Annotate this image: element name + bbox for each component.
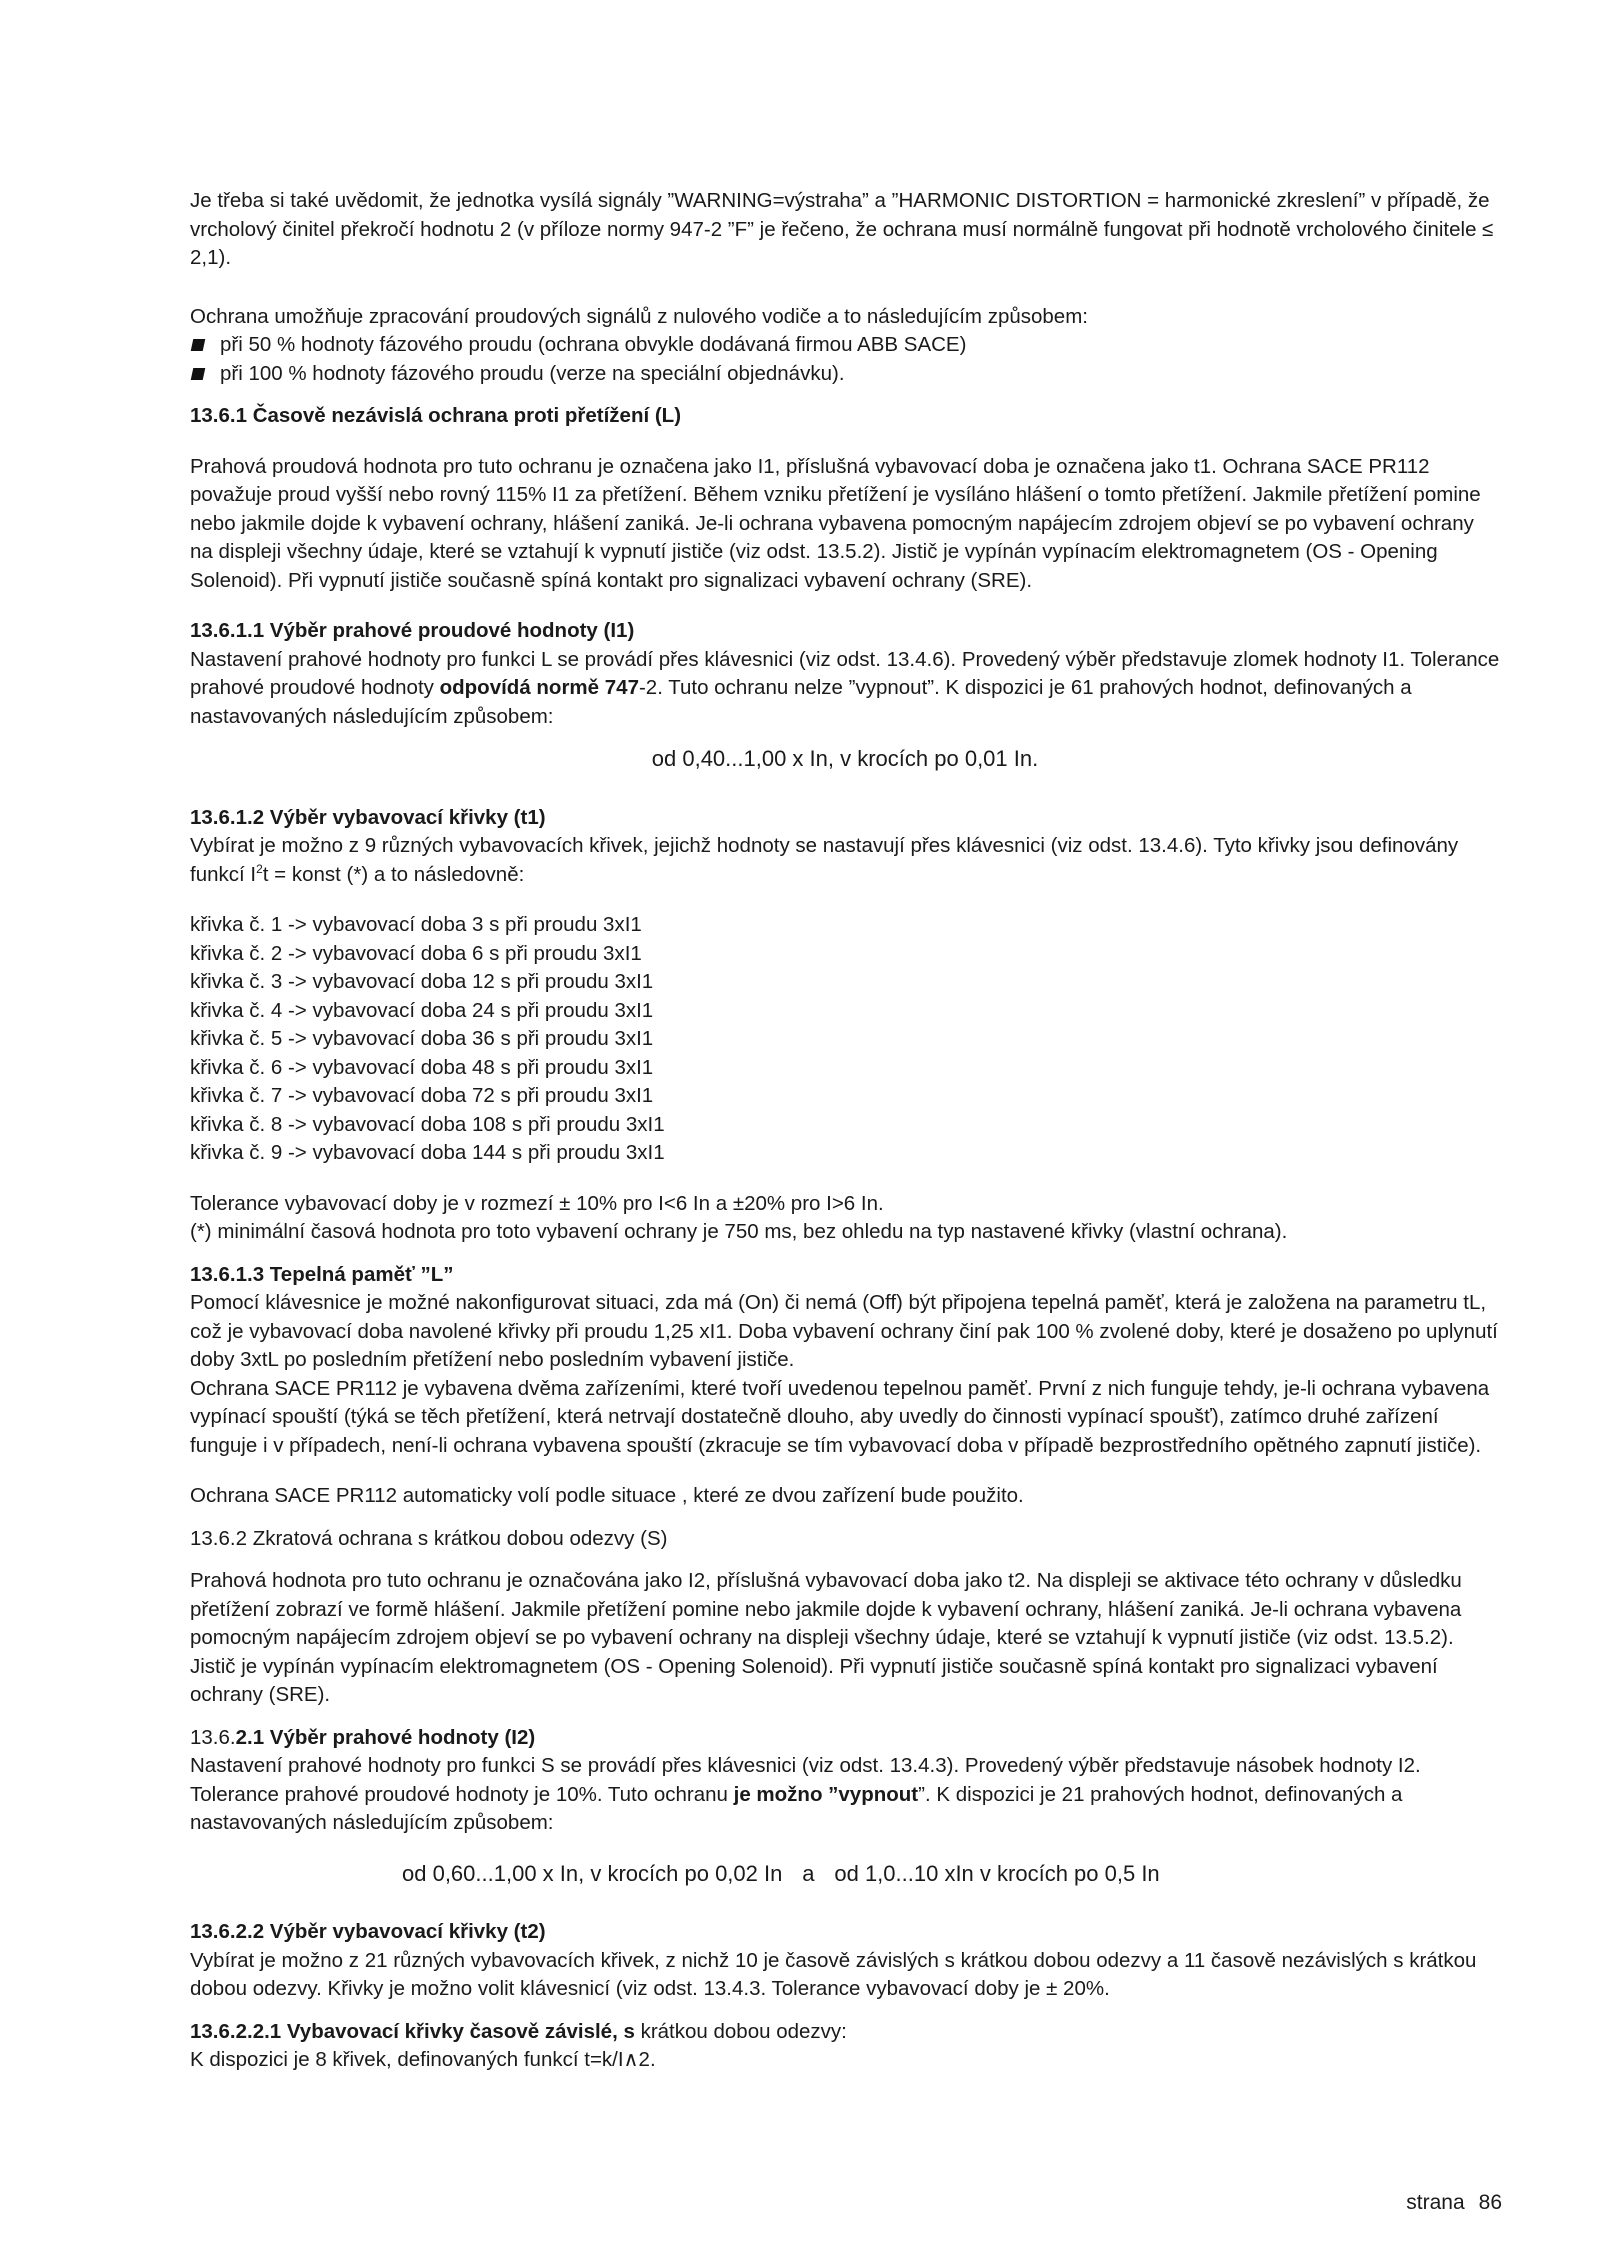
list-item: křivka č. 5 -> vybavovací doba 36 s při proudu 3xI1 (190, 1027, 654, 1050)
list-item: křivka č. 4 -> vybavovací doba 24 s při proudu 3xI1 (190, 998, 654, 1022)
paragraph-short-circuit: Prahová hodnota pro tuto ochranu je označována jako I2, příslušná vybavovací doba jako t2. Na displeji se aktivace této ochrany v důsledku přetížení zobrazí ve formě hlášení. Jakmile přetížení pomine nebo jakmile dojde k vybavení ochrany, hlášení zaniká. Je-li ochrana vybavena pomocným napájecím zdrojem objeví se po vybavení ochrany na displeji všechny údaje, které se vztahují k vypnutí jističe (viz odst. 13.5.2). (190, 1569, 1462, 1649)
list-item: při 100 % hodnoty fázového proudu (verze na speciální objednávku). (190, 360, 1500, 389)
footnote: (*) minimální časová hodnota pro toto vybavení ochrany je 750 ms, bez ohledu na typ nastavené křivky (vlastní ochrana). (190, 1220, 1288, 1243)
heading-13-6-1-3: 13.6.1.3 Tepelná paměť ”L” (190, 1262, 454, 1286)
paragraph-overload: Prahová proudová hodnota pro tuto ochranu je označena jako I1, příslušná vybavovací doba je označena jako t1. Ochrana SACE PR112 považuje proud vyšší nebo rovný 115% I1 za přetížení. Během vzniku přetížení je vysíláno hlášení o tomto přetížení. Jakmile přetížení pomine nebo jakmile dojde k vybavení ochrany, hlášení zaniká. Je-li ochrana vybavena pomocným napájecím zdrojem objeví se po vybavení ochrany na displeji všechny údaje, které se vztahují k vypnutí jističe (viz odst. 13.5.2). Jistič je vypínán vypínacím elektromagnetem (OS - Opening Solenoid). Při vypnutí jističe současně spíná kontakt pro signalizaci vybavení ochrany (SRE). (190, 454, 1481, 592)
heading-13-6-2-2: 13.6.2.2 Výběr vybavovací křivky (t2) (190, 1920, 546, 1943)
paragraph-auto-select: Ochrana SACE PR112 automaticky volí podle situace , které ze dvou zařízení bude použito. (190, 1484, 1024, 1507)
square-bullet-icon (191, 339, 206, 351)
list-item: křivka č. 7 -> vybavovací doba 72 s při proudu 3xI1 (190, 1084, 654, 1107)
heading-13-6-2-1: 13.6.2.1 Výběr prahové hodnoty (I2) (190, 1725, 536, 1749)
heading-13-6-1: 13.6.1 Časově nezávislá ochrana proti přetížení (L) (190, 404, 682, 427)
list-item: křivka č. 8 -> vybavovací doba 108 s při proudu 3xI1 (190, 1112, 665, 1136)
paragraph-opening-solenoid: Jistič je vypínán vypínacím elektromagnetem (OS - Opening Solenoid). Při vypnutí jističe současně spíná kontakt pro signalizaci vybavení ochrany (SRE). (190, 1654, 1438, 1706)
curve-list (190, 911, 1500, 1168)
paragraph-curves-t1: Vybírat je možno z 9 různých vybavovacích křivek, jejichž hodnoty se nastavují přes klávesnici (viz odst. 13.4.6). Tyto křivky jsou definovány funkcí $I^2t$ = konst (*) a to následovně: (190, 834, 1459, 886)
list-item: křivka č. 9 -> vybavovací doba 144 s při proudu 3xI1 (190, 1141, 665, 1164)
page-label: strana (1406, 2191, 1465, 2214)
page-footer (1406, 2191, 1502, 2215)
list-item: křivka č. 6 -> vybavovací doba 48 s při proudu 3xI1 (190, 1055, 654, 1079)
heading-13-6-2-2-1: 13.6.2.2.1 Vybavovací křivky časově závislé, s krátkou dobou odezvy: (190, 2019, 847, 2043)
paragraph-curves-t2: Vybírat je možno z 21 různých vybavovacích křivek, z nichž 10 je časově závislých s krátkou dobou odezvy a 11 časově nezávislých s krátkou dobou odezvy. Křivky je možno volit klávesnicí (viz odst. 13.4.3. Tolerance vybavovací doby je ± 20%. (190, 1948, 1477, 2000)
paragraph-two-devices: Ochrana SACE PR112 je vybavena dvěma zařízeními, které tvoří uvedenou tepelnou paměť. První z nich funguje tehdy, je-li ochrana vybavena vypínací spouští (týká se těch přetížení, která netrvají dostatečně dlouho, aby uvedly do činnosti vypínací spoušť), zatímco druhé zařízení funguje i v případech, není-li ochrana vybavena spouští (zkracuje se tím vybavovací doba v případě bezprostředního opětného zapnutí jističe). (190, 1376, 1490, 1457)
paragraph-curve-count: K dispozici je 8 křivek, definovaných funkcí t=k/I∧2. (190, 2048, 656, 2071)
list-item: křivka č. 1 -> vybavovací doba 3 s při proudu 3xI1 (190, 913, 642, 936)
range-i1: od 0,40...1,00 x In, v krocích po 0,01 In. (651, 746, 1039, 771)
paragraph-neutral: Ochrana umožňuje zpracování proudových signálů z nulového vodiče a to následujícím způsobem: (190, 304, 1088, 328)
heading-13-6-1-1: 13.6.1.1 Výběr prahové proudové hodnoty (I1) (190, 619, 635, 642)
tolerance-line: Tolerance vybavovací doby je v rozmezí ± 10% pro I<6 In a ±20% pro I>6 In. (190, 1191, 884, 1215)
paragraph-threshold-s: Nastavení prahové hodnoty pro funkci S se provádí přes klávesnici (viz odst. 13.4.3). Provedený výběr představuje násobek hodnoty I2. Tolerance prahové proudové hodnoty je 10%. Tuto ochranu je možno ”vypnout”. K dispozici je 21 prahových hodnot, definovaných a nastavovaných následujícím způsobem: (190, 1754, 1421, 1834)
document-body (190, 187, 1500, 2075)
paragraph-thermal-memory: Pomocí klávesnice je možné nakonfigurovat situaci, zda má (On) či nemá (Off) být připojena tepelná paměť, která je založena na parametru tL, což je vybavovací doba navolené křivky při proudu 1,25 xI1. Doba vybavení ochrany činí pak 100 % zvolené doby, které je dosaženo po uplynutí doby 3xtL po posledním přetížení nebo posledním vybavení jističe. (190, 1291, 1498, 1371)
heading-13-6-2: 13.6.2 Zkratová ochrana s krátkou dobou odezvy (S) (190, 1526, 668, 1550)
paragraph-threshold-l: Nastavení prahové hodnoty pro funkci L se provádí přes klávesnici (viz odst. 13.4.6). Provedený výběr představuje zlomek hodnoty I1. Tolerance prahové proudové hodnoty odpovídá normě 747-2. Tuto ochranu nelze ”vypnout”. K dispozici je 61 prahových hodnot, definovaných a nastavovaných následujícím způsobem: (190, 647, 1500, 728)
paragraph-crest-factor: Je třeba si také uvědomit, že jednotka vysílá signály ”WARNING=výstraha” a ”HARMONIC DISTORTION = harmonické zkreslení” v případě, že vrcholový činitel překročí hodnotu 2 (v příloze normy 947-2 ”F” je řečeno, že ochrana musí normálně fungovat při hodnotě vrcholového činitele ≤ 2,1). (190, 189, 1494, 269)
list-item: křivka č. 3 -> vybavovací doba 12 s při proudu 3xI1 (190, 970, 654, 993)
list-item: při 50 % hodnoty fázového proudu (ochrana obvykle dodávaná firmou ABB SACE) (190, 331, 1500, 360)
square-bullet-icon (191, 368, 206, 380)
heading-13-6-1-2: 13.6.1.2 Výběr vybavovací křivky (t1) (190, 805, 546, 829)
list-item: křivka č. 2 -> vybavovací doba 6 s při proudu 3xI1 (190, 941, 642, 965)
page-number: 86 (1478, 2191, 1502, 2214)
range-i2: od 0,60...1,00 x In, v krocích po 0,02 In a od 1,0...10 xIn v krocích po 0,5 In (402, 1860, 1160, 1886)
